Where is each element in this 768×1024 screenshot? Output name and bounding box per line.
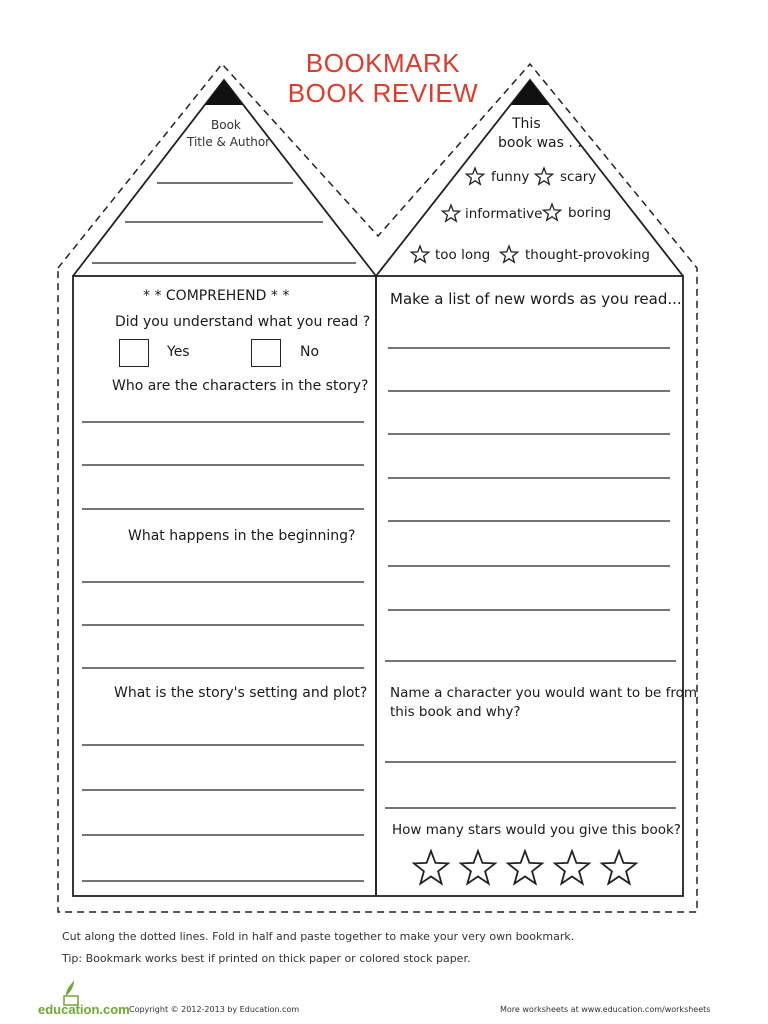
rating-star-icon-1[interactable]	[414, 851, 448, 884]
yes-label: Yes	[167, 344, 190, 360]
left-panel-border	[73, 276, 376, 896]
right-word-lines	[385, 348, 676, 808]
question-beginning: What happens in the beginning?	[128, 528, 356, 544]
star-outline-icon-funny[interactable]	[466, 168, 483, 184]
question-setting-plot: What is the story's setting and plot?	[114, 685, 368, 701]
question-character-line2: this book and why?	[390, 704, 521, 720]
no-checkbox[interactable]	[251, 339, 281, 367]
rating-star-icon-2[interactable]	[461, 851, 495, 884]
right-panel-border	[376, 276, 683, 896]
option-boring[interactable]: boring	[568, 205, 612, 221]
left-roof	[73, 80, 376, 276]
question-character-line1: Name a character you would want to be from	[390, 685, 698, 701]
option-funny[interactable]: funny	[491, 169, 530, 185]
star-outline-icon-boring[interactable]	[543, 204, 560, 220]
comprehend-heading: * * COMPREHEND * *	[143, 288, 290, 304]
left-roof-tip	[205, 80, 243, 105]
rating-star-icon-4[interactable]	[555, 851, 589, 884]
new-words-heading: Make a list of new words as you read...	[390, 290, 682, 308]
cut-instructions: Cut along the dotted lines. Fold in half and paste together to make your very own bookmark.	[62, 930, 575, 943]
no-label: No	[300, 344, 320, 360]
option-informative[interactable]: informative	[465, 206, 543, 222]
book-label: Book	[211, 118, 241, 132]
education-logo[interactable]: education.com	[38, 1002, 130, 1017]
title-author-label: Title & Author	[187, 135, 271, 149]
star-outline-icon-scary[interactable]	[535, 168, 552, 184]
print-tip: Tip: Bookmark works best if printed on thick paper or colored stock paper.	[62, 952, 471, 965]
star-outline-icon-thought-provoking[interactable]	[500, 246, 517, 262]
more-worksheets-link[interactable]: More worksheets at www.education.com/worksheets	[500, 1005, 711, 1014]
copyright: Copyright © 2012-2013 by Education.com	[129, 1005, 300, 1014]
this-label: This	[512, 116, 541, 132]
right-roof-tip	[511, 80, 549, 105]
question-characters: Who are the characters in the story?	[112, 378, 369, 394]
question-stars: How many stars would you give this book?	[392, 822, 681, 838]
page-title-line2: BOOK REVIEW	[287, 78, 479, 108]
yes-checkbox[interactable]	[119, 339, 149, 367]
book-was-label: book was . .	[498, 135, 582, 151]
option-thought-provoking[interactable]: thought-provoking	[525, 247, 650, 263]
star-outline-icon-too-long[interactable]	[411, 246, 428, 262]
cut-line	[58, 64, 697, 912]
title-author-lines	[92, 183, 356, 263]
option-scary[interactable]: scary	[560, 169, 597, 185]
rating-star-icon-5[interactable]	[602, 851, 636, 884]
page-title-line1: BOOKMARK	[305, 48, 461, 78]
left-answer-lines	[82, 422, 364, 881]
question-understand: Did you understand what you read ?	[115, 314, 371, 330]
rating-star-icon-3[interactable]	[508, 851, 542, 884]
star-outline-icon-informative[interactable]	[442, 205, 459, 221]
option-too-long[interactable]: too long	[435, 247, 491, 263]
